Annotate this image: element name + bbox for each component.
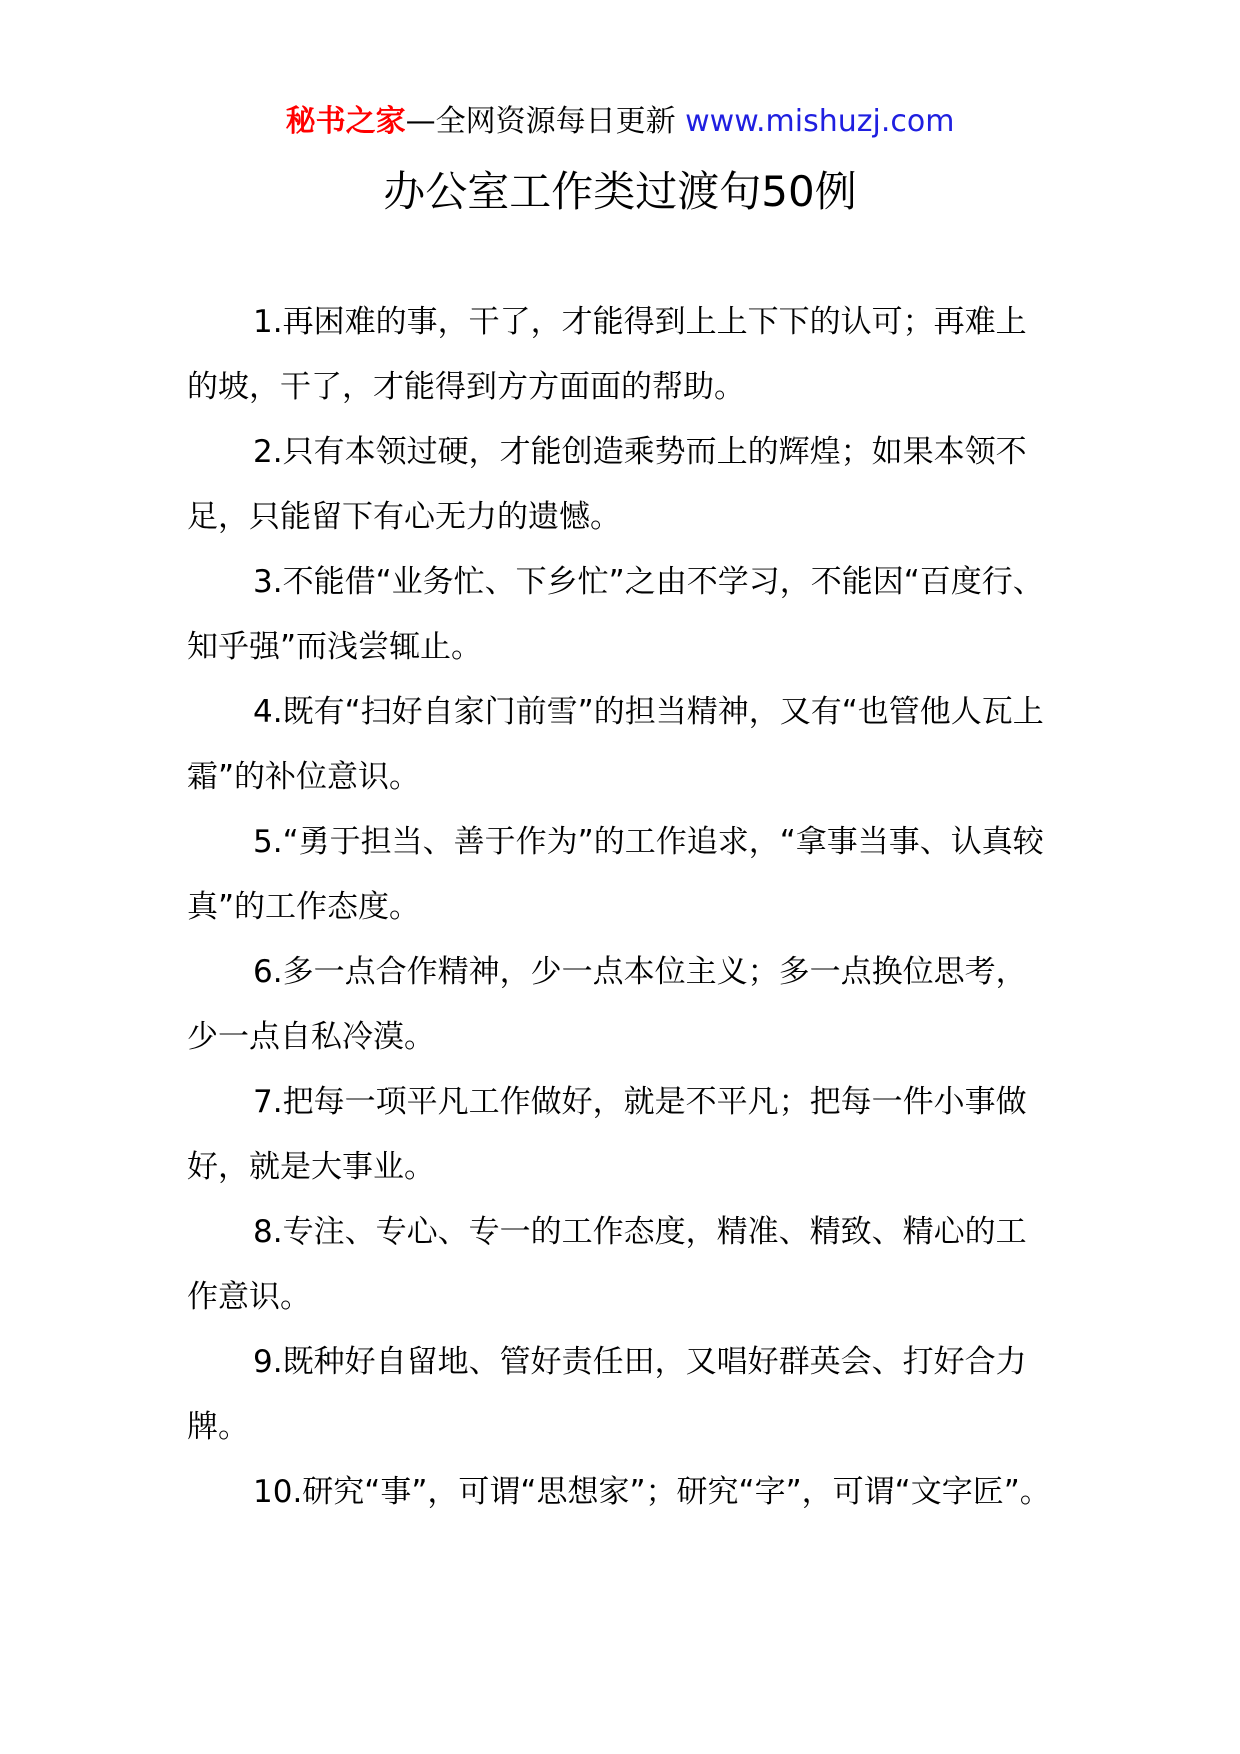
header-slogan: —全网资源每日更新 <box>405 104 676 139</box>
brand-name: 秘书之家 <box>285 104 406 139</box>
paragraph-item: 2.只有本领过硬，才能创造乘势而上的辉煌；如果本领不足，只能留下有心无力的遗憾。 <box>187 434 1027 535</box>
document-title: 办公室工作类过渡句50例 <box>383 167 857 216</box>
site-url-link[interactable]: www.mishuzj.com <box>685 104 955 139</box>
paragraph-item: 8.专注、专心、专一的工作态度，精准、精致、精心的工作意识。 <box>187 1214 1027 1315</box>
paragraph-item: 4.既有“扫好自家门前雪”的担当精神，又有“也管他人瓦上霜”的补位意识。 <box>187 694 1044 795</box>
paragraph-item: 5.“勇于担当、善于作为”的工作追求，“拿事当事、认真较真”的工作态度。 <box>187 824 1044 925</box>
paragraph-item: 10.研究“事”，可谓“思想家”；研究“字”，可谓“文字匠”。 <box>253 1474 1051 1510</box>
site-header <box>0 102 1240 142</box>
paragraph-item: 6.多一点合作精神，少一点本位主义；多一点换位思考，少一点自私冷漠。 <box>187 954 1027 1055</box>
paragraph-item: 9.既种好自留地、管好责任田，又唱好群英会、打好合力牌。 <box>187 1344 1027 1445</box>
document-body <box>187 290 1057 1525</box>
paragraph-item: 7.把每一项平凡工作做好，就是不平凡；把每一件小事做好，就是大事业。 <box>187 1084 1027 1185</box>
paragraph-item: 3.不能借“业务忙、下乡忙”之由不学习，不能因“百度行、知乎强”而浅尝辄止。 <box>187 564 1044 665</box>
paragraph-item: 1.再困难的事，干了，才能得到上上下下的认可；再难上的坡，干了，才能得到方方面面的帮助。 <box>187 304 1027 405</box>
